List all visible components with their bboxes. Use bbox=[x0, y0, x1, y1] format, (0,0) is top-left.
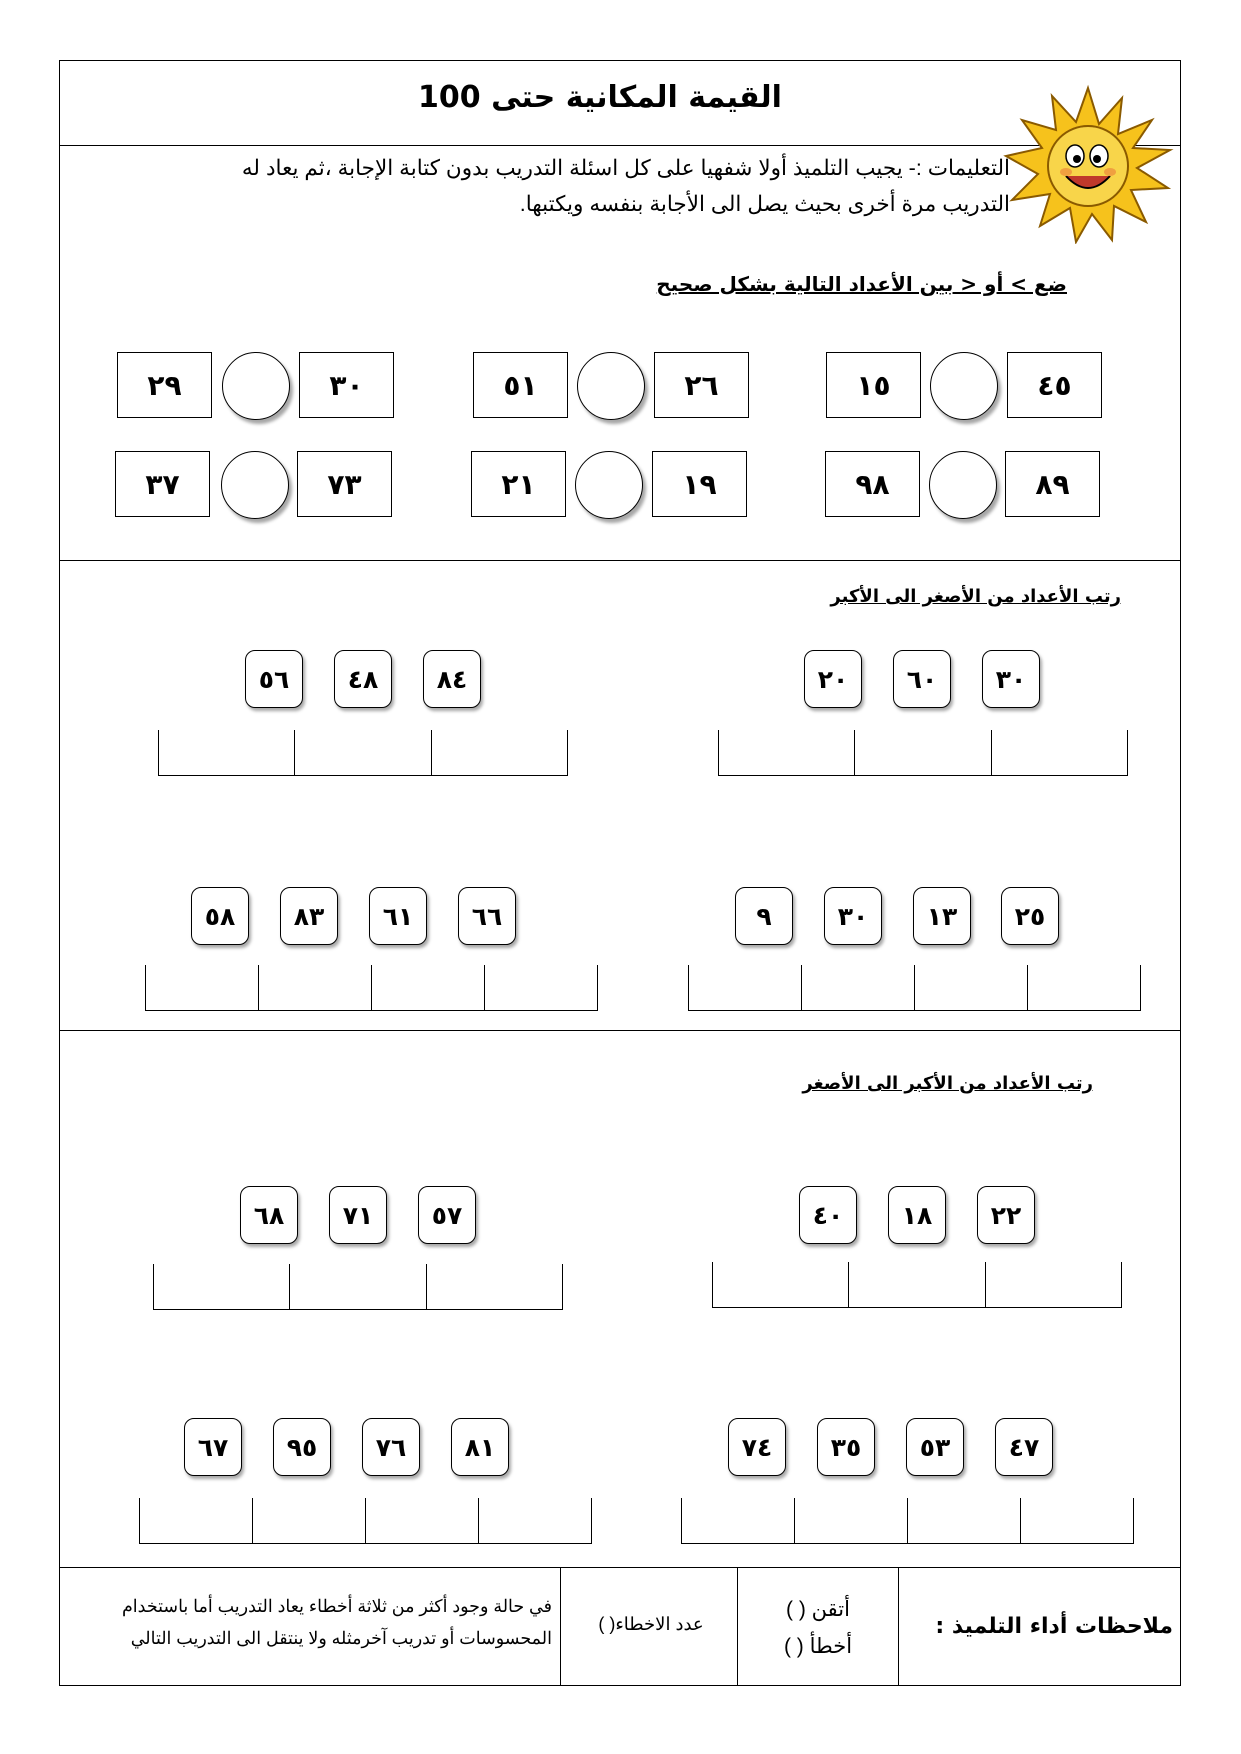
number-card: ١٣ bbox=[913, 887, 971, 945]
number-card: ٣٥ bbox=[817, 1418, 875, 1476]
number-card: ٢٥ bbox=[1001, 887, 1059, 945]
section-divider-2 bbox=[59, 1030, 1181, 1031]
compare-left-number: ٢٩ bbox=[117, 352, 212, 418]
answer-slots[interactable] bbox=[139, 1498, 592, 1544]
compare-right-number: ١٩ bbox=[652, 451, 747, 517]
answer-slots[interactable] bbox=[712, 1262, 1122, 1308]
compare-answer-circle[interactable] bbox=[221, 451, 289, 519]
compare-answer-circle[interactable] bbox=[577, 352, 645, 420]
remark-line-2: المحسوسات أو تدريب آخرمثله ولا ينتقل الى التدريب التالي bbox=[130, 1628, 552, 1648]
answer-slots[interactable] bbox=[145, 965, 598, 1011]
number-card: ٩ bbox=[735, 887, 793, 945]
mastered-label[interactable]: أتقن ( ) bbox=[786, 1598, 850, 1621]
number-card: ٣٠ bbox=[982, 650, 1040, 708]
number-card: ٧٤ bbox=[728, 1418, 786, 1476]
errors-count-field[interactable]: عدد الاخطاء( ) bbox=[598, 1614, 704, 1634]
number-card: ٣٠ bbox=[824, 887, 882, 945]
compare-right-number: ٧٣ bbox=[297, 451, 392, 517]
number-card: ٦١ bbox=[369, 887, 427, 945]
number-card: ٨١ bbox=[451, 1418, 509, 1476]
number-card: ٩٥ bbox=[273, 1418, 331, 1476]
answer-slots[interactable] bbox=[718, 730, 1128, 776]
remark-line-1: في حالة وجود أكثر من ثلاثة أخطاء يعاد التدريب أما باستخدام bbox=[121, 1596, 552, 1616]
answer-slots[interactable] bbox=[681, 1498, 1134, 1544]
instructions-text: التعليمات :- يجيب التلميذ أولا شفهيا على كل اسئلة التدريب بدون كتابة الإجابة ،ثم يعاد له التدريب مرة أخرى بحيث يصل الى الأجابة بنفسه ويكتبها. bbox=[241, 156, 1010, 216]
number-card: ٥٣ bbox=[906, 1418, 964, 1476]
compare-left-number: ٢١ bbox=[471, 451, 566, 517]
compare-right-number: ٢٦ bbox=[654, 352, 749, 418]
number-card: ١٨ bbox=[888, 1186, 946, 1244]
compare-left-number: ٩٨ bbox=[825, 451, 920, 517]
compare-answer-circle[interactable] bbox=[222, 352, 290, 420]
compare-right-number: ٤٥ bbox=[1007, 352, 1102, 418]
section2-heading: رتب الأعداد من الأصغر الى الأكبر bbox=[830, 586, 1121, 607]
footer-col-divider-3 bbox=[898, 1567, 899, 1686]
answer-slots[interactable] bbox=[153, 1264, 563, 1310]
number-card: ٥٨ bbox=[191, 887, 249, 945]
section3-heading: رتب الأعداد من الأكبر الى الأصغر bbox=[802, 1073, 1093, 1094]
wrong-label[interactable]: أخطأ ( ) bbox=[783, 1635, 853, 1658]
compare-answer-circle[interactable] bbox=[930, 352, 998, 420]
smiling-sun-icon bbox=[1000, 84, 1176, 244]
compare-left-number: ١٥ bbox=[826, 352, 921, 418]
number-card: ٦٧ bbox=[184, 1418, 242, 1476]
number-card: ٧١ bbox=[329, 1186, 387, 1244]
compare-right-number: ٨٩ bbox=[1005, 451, 1100, 517]
number-card: ٨٤ bbox=[423, 650, 481, 708]
number-card: ٤٠ bbox=[799, 1186, 857, 1244]
compare-left-number: ٣٧ bbox=[115, 451, 210, 517]
number-card: ٥٦ bbox=[245, 650, 303, 708]
footer-col-divider-2 bbox=[737, 1567, 738, 1686]
answer-slots[interactable] bbox=[158, 730, 568, 776]
compare-answer-circle[interactable] bbox=[929, 451, 997, 519]
footer-divider bbox=[59, 1567, 1181, 1568]
number-card: ٢٢ bbox=[977, 1186, 1035, 1244]
number-card: ٢٠ bbox=[804, 650, 862, 708]
section-divider-1 bbox=[59, 560, 1181, 561]
compare-left-number: ٥١ bbox=[473, 352, 568, 418]
footer-col-divider-1 bbox=[560, 1567, 561, 1686]
section1-heading: ضع > أو < بين الأعداد التالية بشكل صحيح bbox=[656, 272, 1067, 296]
page-title: القيمة المكانية حتى 100 bbox=[418, 80, 782, 115]
number-card: ٦٨ bbox=[240, 1186, 298, 1244]
answer-slots[interactable] bbox=[688, 965, 1141, 1011]
number-card: ٧٦ bbox=[362, 1418, 420, 1476]
number-card: ٥٧ bbox=[418, 1186, 476, 1244]
number-card: ٤٨ bbox=[334, 650, 392, 708]
number-card: ٦٠ bbox=[893, 650, 951, 708]
number-card: ٨٣ bbox=[280, 887, 338, 945]
compare-answer-circle[interactable] bbox=[575, 451, 643, 519]
compare-right-number: ٣٠ bbox=[299, 352, 394, 418]
number-card: ٤٧ bbox=[995, 1418, 1053, 1476]
student-notes-label: ملاحظات أداء التلميذ : bbox=[935, 1614, 1173, 1639]
number-card: ٦٦ bbox=[458, 887, 516, 945]
